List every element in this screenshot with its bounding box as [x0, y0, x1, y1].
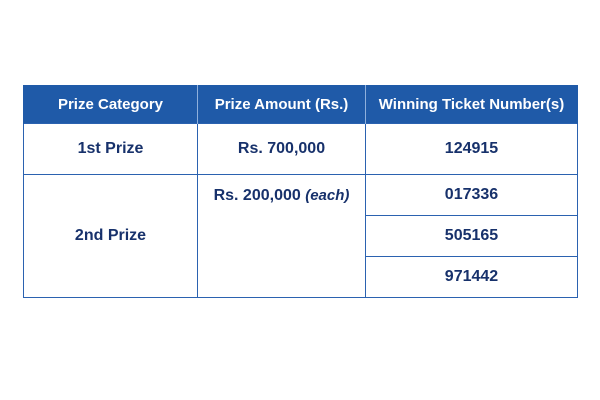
prize-category-cell: 1st Prize	[24, 124, 198, 175]
header-prize-amount: Prize Amount (Rs.)	[198, 85, 366, 124]
table-header-row	[24, 85, 578, 124]
header-winning-ticket-numbers: Winning Ticket Number(s)	[366, 85, 578, 124]
table-row-second-prize	[24, 175, 578, 216]
prize-results-table	[23, 85, 578, 298]
prize-amount-cell	[198, 175, 366, 298]
header-prize-category: Prize Category	[24, 85, 198, 124]
winning-ticket-cell: 124915	[366, 124, 578, 175]
winning-ticket-cell: 017336	[366, 175, 578, 216]
prize-amount-cell: Rs. 700,000	[198, 124, 366, 175]
prize-category-cell: 2nd Prize	[24, 175, 198, 298]
table-row-first-prize	[24, 124, 578, 175]
winning-ticket-cell: 971442	[366, 257, 578, 298]
prize-amount-each-note: (each)	[305, 187, 350, 204]
winning-ticket-cell: 505165	[366, 216, 578, 257]
prize-amount-value: Rs. 200,000	[213, 187, 301, 204]
